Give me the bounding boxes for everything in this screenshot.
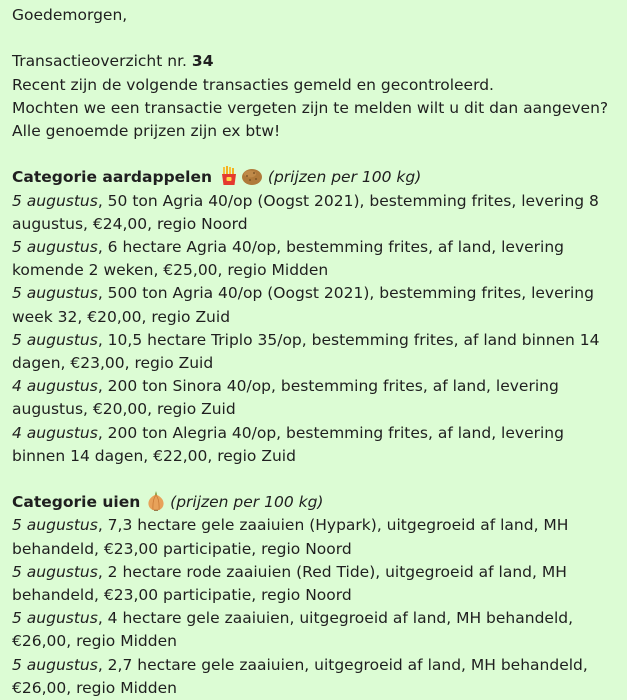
price-note: (prijzen per 100 kg) [267, 168, 422, 187]
transaction-entry [12, 654, 615, 700]
greeting: Goedemorgen, [12, 6, 128, 24]
spacer [12, 27, 615, 50]
entry-text: , 7,3 hectare gele zaaiuien (Hypark), uitgegroeid af land, MH behandeld, €23,00 participatie, regio Noord [12, 516, 569, 558]
transaction-entry [12, 190, 615, 236]
entry-text: , 2 hectare rode zaaiuien (Red Tide), uitgegroeid af land, MH behandeld, €23,00 participatie, regio Noord [12, 562, 567, 605]
overview-number: 34 [191, 52, 214, 71]
entry-text: , 500 ton Agria 40/op (Oogst 2021), bestemming frites, levering week 32, €20,00, regio Zuid [12, 284, 594, 326]
entry-date: 5 augustus [12, 284, 98, 303]
transaction-entry [12, 375, 615, 421]
entry-text: , 2,7 hectare gele zaaiuien, uitgegroeid af land, MH behandeld, €26,00, regio Midden [12, 655, 588, 697]
transaction-entry [12, 422, 615, 468]
spacer [12, 143, 615, 166]
transaction-entry [12, 236, 615, 282]
category-title: Categorie aardappelen [12, 168, 213, 187]
entry-date: 5 augustus [12, 516, 98, 535]
entry-text: , 4 hectare gele zaaiuien, uitgegroeid af land, MH behandeld, €26,00, regio Midden [12, 609, 574, 651]
transaction-entry [12, 514, 615, 560]
entry-date: 5 augustus [12, 191, 98, 210]
entry-text: , 200 ton Sinora 40/op, bestemming frites, af land, levering augustus, €20,00, regio Zuid [12, 377, 559, 419]
entry-text: , 200 ton Alegria 40/op, bestemming frites, af land, levering binnen 14 dagen, €22,00, regio Zuid [12, 423, 564, 465]
transaction-entry [12, 607, 615, 653]
intro-line: Mochten we een transactie vergeten zijn te melden wilt u dit dan aangeven? [12, 98, 609, 117]
potato-emoji-icon [241, 166, 263, 186]
price-note: (prijzen per 100 kg) [170, 493, 324, 512]
category-title: Categorie uien [12, 493, 141, 512]
overview-heading [12, 50, 615, 73]
category-heading-aardappelen [12, 166, 615, 189]
entry-text: , 50 ton Agria 40/op (Oogst 2021), bestemming frites, levering 8 augustus, €24,00, regio Noord [12, 191, 599, 233]
entry-date: 5 augustus [12, 330, 98, 349]
entry-text: , 10,5 hectare Triplo 35/op, bestemming frites, af land binnen 14 dagen, €23,00, regio Zuid [12, 330, 600, 373]
transaction-entry [12, 329, 615, 375]
onion-emoji-icon [147, 491, 165, 511]
entry-date: 5 augustus [12, 562, 98, 581]
overview-label: Transactieoverzicht nr. [12, 52, 187, 71]
transaction-entry [12, 561, 615, 607]
transaction-entry [12, 282, 615, 328]
entry-date: 4 augustus [12, 377, 98, 396]
intro-line: Recent zijn de volgende transacties gemeld en gecontroleerd. [12, 75, 494, 94]
entry-date: 5 augustus [12, 238, 98, 256]
intro-line: Alle genoemde prijzen zijn ex btw! [12, 122, 281, 140]
category-heading-uien [12, 491, 615, 514]
entry-date: 4 augustus [12, 423, 98, 442]
spacer [12, 468, 615, 491]
entry-date: 5 augustus [12, 609, 98, 628]
entry-date: 5 augustus [12, 655, 98, 674]
fries-emoji-icon [219, 166, 239, 186]
entry-text: , 6 hectare Agria 40/op, bestemming frites, af land, levering komende 2 weken, €25,00, regio Midden [12, 238, 565, 280]
